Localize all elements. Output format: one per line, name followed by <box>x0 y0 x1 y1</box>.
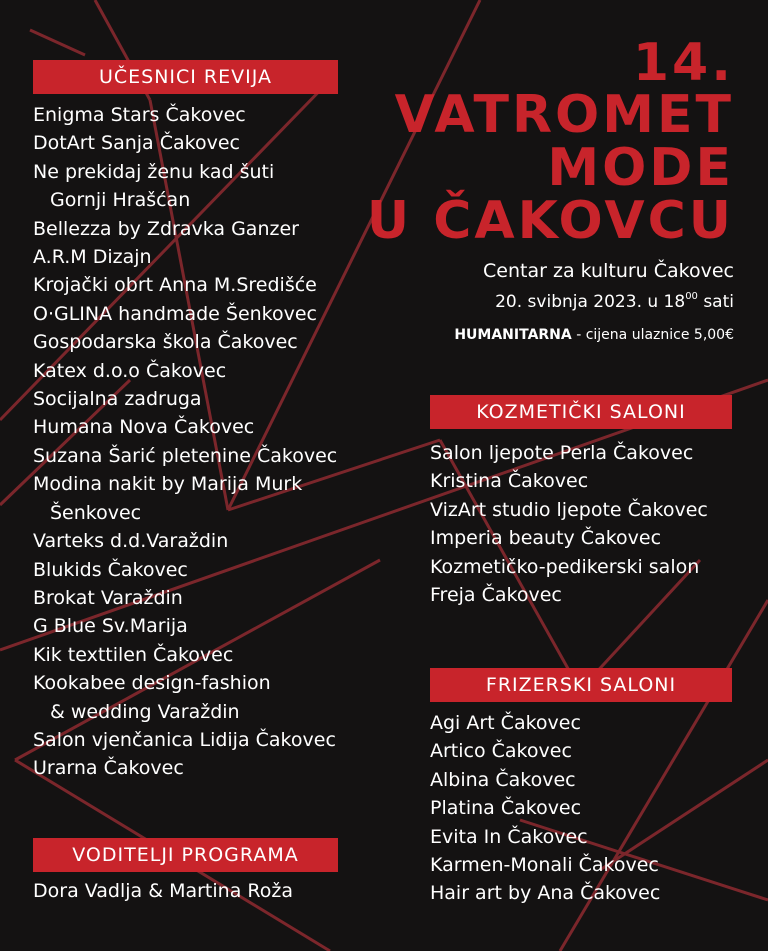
list-item: Imperia beauty Čakovec <box>430 527 662 550</box>
list-item: O·GLINA handmade Šenkovec <box>33 302 318 325</box>
list-item: Suzana Šarić pletenine Čakovec <box>33 444 338 467</box>
list-item: Artico Čakovec <box>430 740 572 763</box>
list-item: Salon ljepote Perla Čakovec <box>430 442 694 464</box>
event-title-line1: VATROMET <box>394 85 734 145</box>
event-date-text: 20. svibnja 2023. u 18 <box>495 292 686 312</box>
cosmetic-salons-list <box>430 439 708 609</box>
list-item: Bellezza by Zdravka Ganzer <box>33 217 299 240</box>
list-item: Enigma Stars Čakovec <box>33 104 246 126</box>
participants-list <box>33 101 337 783</box>
list-item: Kik texttilen Čakovec <box>33 643 234 666</box>
list-item: Albina Čakovec <box>430 768 576 791</box>
list-item: Kookabee design-fashion <box>33 672 271 695</box>
list-item: Socijalna zadruga <box>33 388 202 411</box>
event-ticket <box>454 327 734 343</box>
list-item: Urarna Čakovec <box>33 757 184 780</box>
list-item: DotArt Sanja Čakovec <box>33 132 240 155</box>
list-item: Modina nakit by Marija Murk <box>33 473 303 496</box>
event-time-minutes: 00 <box>685 291 698 302</box>
event-title-line2: MODE <box>547 138 734 198</box>
list-item: Blukids Čakovec <box>33 558 188 581</box>
list-item: VizArt studio ljepote Čakovec <box>430 498 708 521</box>
list-item: Karmen-Monali Čakovec <box>430 854 659 877</box>
list-item: Platina Čakovec <box>430 797 582 820</box>
hair-salons-heading: FRIZERSKI SALONI <box>430 668 732 702</box>
list-item: Agi Art Čakovec <box>430 712 581 734</box>
list-item: Ne prekidaj ženu kad šuti <box>33 160 275 183</box>
list-item: Katex d.o.o Čakovec <box>33 359 227 382</box>
bg-line <box>30 30 85 55</box>
list-item: Humana Nova Čakovec <box>33 416 255 439</box>
list-item: Gornji Hrašćan <box>50 189 191 212</box>
hosts-names: Dora Vadlja & Martina Roža <box>33 880 293 902</box>
event-date-suffix: sati <box>703 292 734 312</box>
list-item: Evita In Čakovec <box>430 825 588 848</box>
hair-salons-list <box>430 709 660 908</box>
list-item: Šenkovec <box>50 501 142 524</box>
ticket-price: - cijena ulaznice 5,00€ <box>576 327 734 343</box>
list-item: Salon vjenčanica Lidija Čakovec <box>33 728 336 751</box>
list-item: Kristina Čakovec <box>430 470 589 493</box>
list-item: Brokat Varaždin <box>33 586 183 609</box>
list-item: G Blue Sv.Marija <box>33 615 188 638</box>
event-title-line3: U ČAKOVCU <box>366 191 734 251</box>
list-item: Kozmetičko-pedikerski salon <box>430 555 700 578</box>
list-item: Varteks d.d.Varaždin <box>33 530 229 553</box>
participants-heading: UČESNICI REVIJA <box>33 60 338 94</box>
list-item: A.R.M Dizajn <box>33 246 152 269</box>
event-edition: 14. <box>632 33 734 93</box>
list-item: Krojački obrt Anna M.Središće <box>33 274 317 297</box>
list-item: Hair art by Ana Čakovec <box>430 882 661 905</box>
cosmetic-salons-heading: KOZMETIČKI SALONI <box>430 395 732 429</box>
list-item: & wedding Varaždin <box>50 700 240 723</box>
list-item: Freja Čakovec <box>430 584 562 607</box>
event-date <box>495 292 734 312</box>
event-venue: Centar za kulturu Čakovec <box>483 260 734 282</box>
list-item: Gospodarska škola Čakovec <box>33 331 298 354</box>
hosts-heading: VODITELJI PROGRAMA <box>33 838 338 872</box>
charity-label: HUMANITARNA <box>454 327 572 343</box>
